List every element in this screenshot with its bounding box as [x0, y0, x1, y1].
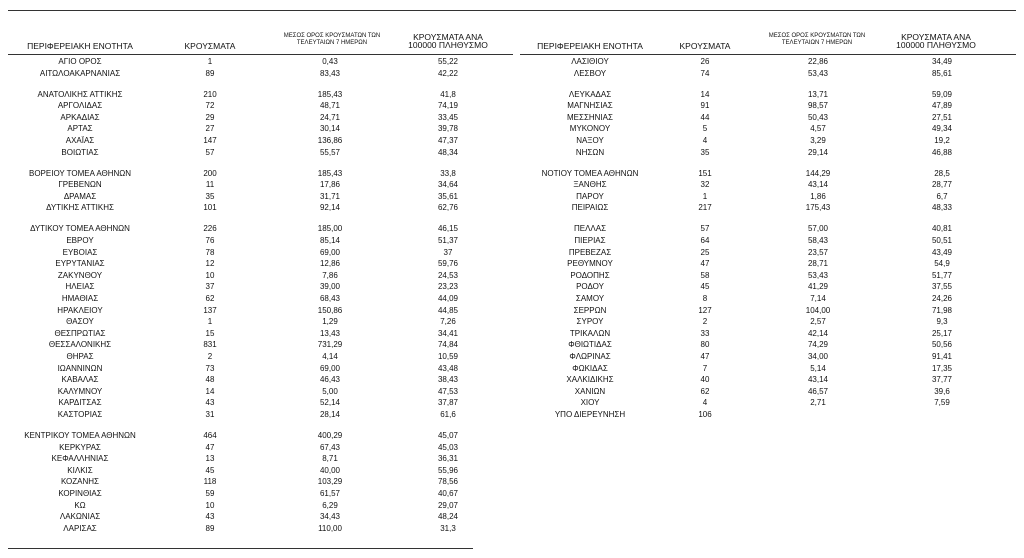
cases-cell: 40: [700, 375, 710, 385]
header-region-right: ΠΕΡΙΦΕΡΕΙΑΚΗ ΕΝΟΤΗΤΑ: [537, 41, 643, 51]
header-cases-left: ΚΡΟΥΣΜΑΤΑ: [184, 41, 236, 51]
cases-cell: 2: [207, 352, 213, 361]
table-bottom-rule: [8, 548, 473, 549]
avg7-cell: 104,00: [805, 305, 831, 315]
avg7-cell: 4,57: [810, 124, 826, 134]
region-cell: ΖΑΚΥΝΘΟΥ: [57, 270, 103, 280]
avg7-cell: 1,29: [322, 317, 338, 327]
cases-cell: 89: [205, 523, 215, 533]
region-cell: ΑΡΓΟΛΙΔΑΣ: [57, 101, 103, 111]
cases-cell: 14: [205, 386, 215, 396]
cases-cell: 12: [205, 259, 215, 269]
per100k-cell: 45,07: [437, 431, 459, 440]
region-cell: ΘΑΣΟΥ: [66, 317, 94, 327]
region-cell: ΚΕΦΑΛΛΗΝΙΑΣ: [51, 454, 109, 464]
per100k-cell: 34,49: [931, 57, 953, 66]
cases-cell: 118: [203, 477, 217, 487]
per100k-cell: 24,53: [437, 270, 459, 280]
cases-cell: 33: [700, 328, 710, 338]
avg7-cell: 43,14: [807, 180, 829, 190]
avg7-cell: 2,57: [810, 317, 826, 327]
avg7-cell: 731,29: [317, 340, 343, 350]
avg7-cell: 185,43: [317, 168, 343, 178]
cases-cell: 10: [205, 500, 215, 510]
avg7-cell: 30,14: [319, 124, 341, 134]
per100k-cell: 19,2: [934, 136, 950, 145]
per100k-cell: 59,76: [437, 259, 459, 269]
cases-cell: 45: [700, 282, 710, 292]
avg7-cell: 4,14: [322, 352, 338, 361]
region-cell: ΚΙΛΚΙΣ: [67, 465, 93, 475]
per100k-cell: 44,09: [437, 294, 459, 303]
per100k-cell: 54,9: [934, 259, 950, 269]
region-cell: ΝΑΞΟΥ: [576, 136, 604, 145]
region-cell: ΑΡΚΑΔΙΑΣ: [60, 112, 100, 122]
region-cell: ΧΑΝΙΩΝ: [574, 386, 606, 396]
per100k-cell: 48,33: [931, 203, 953, 213]
cases-cell: 13: [205, 454, 215, 464]
per100k-cell: 51,37: [437, 236, 459, 245]
region-cell: ΥΠΟ ΔΙΕΡΕΥΝΗΣΗ: [554, 410, 626, 419]
cases-cell: 78: [205, 247, 215, 257]
per100k-cell: 85,61: [931, 68, 953, 78]
region-cell: ΛΑΚΩΝΙΑΣ: [59, 512, 101, 522]
avg7-cell: 61,57: [319, 489, 341, 498]
region-cell: ΑΧΑΪΑΣ: [65, 136, 95, 145]
per100k-cell: 31,3: [440, 523, 456, 533]
header-rule-left: [8, 54, 513, 55]
avg7-cell: 7,14: [810, 294, 826, 303]
cases-cell: 210: [203, 89, 217, 99]
per100k-cell: 78,56: [437, 477, 459, 487]
avg7-cell: 28,14: [319, 410, 341, 419]
per100k-cell: 46,15: [437, 224, 459, 234]
per100k-cell: 25,17: [931, 328, 953, 338]
cases-cell: 35: [700, 147, 710, 157]
cases-cell: 10: [205, 270, 215, 280]
per100k-cell: 38,43: [437, 375, 459, 385]
cases-cell: 127: [698, 305, 712, 315]
avg7-cell: 110,00: [318, 523, 342, 533]
region-cell: ΚΑΡΔΙΤΣΑΣ: [58, 398, 102, 408]
region-cell: ΦΛΩΡΙΝΑΣ: [569, 352, 611, 361]
avg7-cell: 8,71: [322, 454, 338, 464]
avg7-cell: 12,86: [319, 259, 341, 269]
avg7-cell: 185,43: [317, 89, 343, 99]
cases-cell: 7: [702, 363, 708, 373]
avg7-cell: 5,00: [322, 386, 338, 396]
per100k-cell: 39,78: [437, 124, 459, 134]
avg7-cell: 48,71: [319, 101, 341, 111]
cases-cell: 73: [205, 363, 215, 373]
region-cell: ΒΟΡΕΙΟΥ ΤΟΜΕΑ ΑΘΗΝΩΝ: [28, 168, 132, 178]
region-cell: ΣΥΡΟΥ: [576, 317, 604, 327]
cases-cell: 831: [203, 340, 217, 350]
per100k-cell: 36,31: [437, 454, 459, 464]
per100k-cell: 37,87: [437, 398, 459, 408]
per100k-cell: 46,88: [931, 147, 953, 157]
region-cell: ΔΥΤΙΚΗΣ ΑΤΤΙΚΗΣ: [46, 203, 114, 213]
avg7-cell: 52,14: [319, 398, 341, 408]
avg7-cell: 103,29: [317, 477, 343, 487]
cases-cell: 58: [700, 270, 710, 280]
avg7-cell: 41,29: [807, 282, 829, 292]
avg7-cell: 46,57: [807, 386, 829, 396]
cases-cell: 43: [205, 398, 215, 408]
region-cell: ΗΡΑΚΛΕΙΟΥ: [57, 305, 103, 315]
region-cell: ΗΛΕΙΑΣ: [65, 282, 95, 292]
per100k-cell: 37,77: [931, 375, 953, 385]
cases-cell: 14: [700, 89, 710, 99]
per100k-cell: 23,23: [437, 282, 459, 292]
cases-cell: 15: [205, 328, 215, 338]
avg7-cell: 28,71: [807, 259, 829, 269]
per100k-cell: 74,19: [437, 101, 459, 111]
header-rule-right: [520, 54, 1016, 55]
region-cell: ΡΟΔΟΥ: [576, 282, 604, 292]
avg7-cell: 31,71: [319, 191, 341, 201]
cases-cell: 464: [203, 431, 217, 440]
cases-cell: 2: [702, 317, 708, 327]
cases-cell: 226: [203, 224, 217, 234]
region-cell: ΠΕΛΛΑΣ: [573, 224, 607, 234]
per100k-cell: 47,53: [437, 386, 459, 396]
region-cell: ΧΑΛΚΙΔΙΚΗΣ: [566, 375, 614, 385]
per100k-cell: 48,34: [437, 147, 459, 157]
region-cell: ΘΗΡΑΣ: [66, 352, 94, 361]
cases-cell: 76: [205, 236, 215, 245]
avg7-cell: 17,86: [319, 180, 341, 190]
cases-cell: 27: [205, 124, 215, 134]
avg7-cell: 85,14: [319, 236, 341, 245]
avg7-cell: 144,29: [805, 168, 831, 178]
region-cell: ΦΘΙΩΤΙΔΑΣ: [568, 340, 612, 350]
cases-cell: 4: [702, 136, 708, 145]
per100k-cell: 40,81: [931, 224, 953, 234]
per100k-cell: 37: [443, 247, 453, 257]
per100k-cell: 50,56: [931, 340, 953, 350]
avg7-cell: 5,14: [810, 363, 826, 373]
per100k-cell: 45,03: [437, 442, 459, 452]
avg7-cell: 58,43: [807, 236, 829, 245]
cases-cell: 72: [205, 101, 215, 111]
avg7-cell: 185,00: [317, 224, 343, 234]
header-per100k-right: ΚΡΟΥΣΜΑΤΑ ΑΝΑ 100000 ΠΛΗΘΥΣΜΟ: [896, 32, 976, 50]
region-cell: ΧΙΟΥ: [580, 398, 600, 408]
region-cell: ΝΗΣΩΝ: [575, 147, 605, 157]
per100k-cell: 39,6: [934, 386, 950, 396]
region-cell: ΙΩΑΝΝΙΝΩΝ: [57, 363, 103, 373]
region-cell: ΕΥΡΥΤΑΝΙΑΣ: [55, 259, 105, 269]
cases-cell: 74: [700, 68, 710, 78]
region-cell: ΗΜΑΘΙΑΣ: [61, 294, 99, 303]
avg7-cell: 2,71: [810, 398, 826, 408]
region-cell: ΔΡΑΜΑΣ: [63, 191, 97, 201]
avg7-cell: 42,14: [807, 328, 829, 338]
cases-cell: 48: [205, 375, 215, 385]
region-cell: ΠΡΕΒΕΖΑΣ: [568, 247, 612, 257]
per100k-cell: 51,77: [931, 270, 953, 280]
per100k-cell: 47,89: [931, 101, 953, 111]
header-region-left: ΠΕΡΙΦΕΡΕΙΑΚΗ ΕΝΟΤΗΤΑ: [27, 41, 133, 51]
per100k-cell: 61,6: [440, 410, 456, 419]
region-cell: ΓΡΕΒΕΝΩΝ: [58, 180, 102, 190]
avg7-cell: 34,00: [807, 352, 829, 361]
region-cell: ΠΕΙΡΑΙΩΣ: [571, 203, 609, 213]
avg7-cell: 67,43: [319, 442, 341, 452]
avg7-cell: 53,43: [807, 68, 829, 78]
per100k-cell: 47,37: [437, 136, 459, 145]
avg7-cell: 0,43: [322, 57, 338, 66]
region-cell: ΚΕΝΤΡΙΚΟΥ ΤΟΜΕΑ ΑΘΗΝΩΝ: [24, 431, 136, 440]
region-cell: ΑΙΤΩΛΟΑΚΑΡΝΑΝΙΑΣ: [39, 68, 121, 78]
cases-cell: 11: [205, 180, 215, 190]
per100k-cell: 43,49: [931, 247, 953, 257]
per100k-cell: 34,64: [437, 180, 459, 190]
cases-cell: 91: [700, 101, 710, 111]
per100k-cell: 41,8: [440, 89, 456, 99]
cases-cell: 37: [205, 282, 215, 292]
region-cell: ΤΡΙΚΑΛΩΝ: [569, 328, 611, 338]
cases-cell: 62: [700, 386, 710, 396]
avg7-cell: 69,00: [319, 247, 341, 257]
per100k-cell: 10,59: [437, 352, 459, 361]
region-cell: ΒΟΙΩΤΙΑΣ: [61, 147, 99, 157]
per100k-cell: 7,59: [934, 398, 950, 408]
avg7-cell: 39,00: [319, 282, 341, 292]
avg7-cell: 98,57: [807, 101, 829, 111]
avg7-cell: 53,43: [807, 270, 829, 280]
region-cell: ΚΩ: [74, 500, 86, 510]
region-cell: ΘΕΣΣΑΛΟΝΙΚΗΣ: [48, 340, 112, 350]
per100k-cell: 28,5: [934, 168, 950, 178]
region-cell: ΚΑΛΥΜΝΟΥ: [57, 386, 103, 396]
region-cell: ΦΩΚΙΔΑΣ: [572, 363, 608, 373]
cases-cell: 59: [205, 489, 215, 498]
per100k-cell: 34,41: [437, 328, 459, 338]
cases-cell: 101: [203, 203, 217, 213]
avg7-cell: 83,43: [319, 68, 341, 78]
cases-cell: 57: [700, 224, 710, 234]
per100k-cell: 62,76: [437, 203, 459, 213]
avg7-cell: 69,00: [319, 363, 341, 373]
region-cell: ΕΒΡΟΥ: [66, 236, 94, 245]
avg7-cell: 50,43: [807, 112, 829, 122]
cases-cell: 4: [702, 398, 708, 408]
avg7-cell: 400,29: [317, 431, 343, 440]
region-cell: ΡΕΘΥΜΝΟΥ: [567, 259, 613, 269]
per100k-cell: 28,77: [931, 180, 953, 190]
region-cell: ΚΑΣΤΟΡΙΑΣ: [57, 410, 103, 419]
avg7-cell: 136,86: [317, 136, 343, 145]
per100k-cell: 24,26: [931, 294, 953, 303]
region-cell: ΞΑΝΘΗΣ: [573, 180, 607, 190]
per100k-cell: 49,34: [931, 124, 953, 134]
cases-cell: 5: [702, 124, 708, 134]
cases-cell: 1: [702, 191, 708, 201]
cases-cell: 47: [700, 259, 710, 269]
cases-cell: 64: [700, 236, 710, 245]
cases-cell: 35: [205, 191, 215, 201]
region-cell: ΛΑΡΙΣΑΣ: [63, 523, 97, 533]
cases-cell: 25: [700, 247, 710, 257]
region-cell: ΠΙΕΡΙΑΣ: [574, 236, 606, 245]
header-cases-right: ΚΡΟΥΣΜΑΤΑ: [679, 41, 731, 51]
cases-cell: 200: [203, 168, 217, 178]
region-cell: ΣΕΡΡΩΝ: [573, 305, 607, 315]
per100k-cell: 40,67: [437, 489, 459, 498]
per100k-cell: 33,45: [437, 112, 459, 122]
cases-cell: 80: [700, 340, 710, 350]
cases-cell: 26: [700, 57, 710, 66]
per100k-cell: 27,51: [931, 112, 953, 122]
per100k-cell: 91,41: [931, 352, 953, 361]
cases-cell: 1: [207, 57, 213, 66]
per100k-cell: 74,84: [437, 340, 459, 350]
cases-cell: 43: [205, 512, 215, 522]
per100k-cell: 6,7: [936, 191, 948, 201]
avg7-cell: 68,43: [319, 294, 341, 303]
cases-cell: 147: [203, 136, 217, 145]
region-cell: ΑΝΑΤΟΛΙΚΗΣ ΑΤΤΙΚΗΣ: [37, 89, 123, 99]
per100k-cell: 37,55: [931, 282, 953, 292]
cases-cell: 47: [700, 352, 710, 361]
avg7-cell: 7,86: [322, 270, 338, 280]
region-cell: ΛΑΣΙΘΙΟΥ: [571, 57, 609, 66]
region-cell: ΜΑΓΝΗΣΙΑΣ: [567, 101, 613, 111]
avg7-cell: 3,29: [810, 136, 826, 145]
avg7-cell: 55,57: [319, 147, 341, 157]
avg7-cell: 6,29: [322, 500, 338, 510]
avg7-cell: 43,14: [807, 375, 829, 385]
cases-cell: 44: [700, 112, 710, 122]
per100k-cell: 59,09: [931, 89, 953, 99]
cases-cell: 217: [698, 203, 712, 213]
region-cell: ΣΑΜΟΥ: [575, 294, 605, 303]
header-per100k-left: ΚΡΟΥΣΜΑΤΑ ΑΝΑ 100000 ΠΛΗΘΥΣΜΟ: [408, 32, 488, 50]
per100k-cell: 35,61: [437, 191, 459, 201]
region-cell: ΚΟΡΙΝΘΙΑΣ: [58, 489, 102, 498]
cases-cell: 29: [205, 112, 215, 122]
region-cell: ΚΑΒΑΛΑΣ: [61, 375, 99, 385]
cases-cell: 32: [700, 180, 710, 190]
region-cell: ΑΡΤΑΣ: [67, 124, 93, 134]
avg7-cell: 74,29: [807, 340, 829, 350]
region-cell: ΛΕΥΚΑΔΑΣ: [568, 89, 612, 99]
cases-cell: 106: [698, 410, 712, 419]
avg7-cell: 13,43: [319, 328, 341, 338]
region-cell: ΔΥΤΙΚΟΥ ΤΟΜΕΑ ΑΘΗΝΩΝ: [30, 224, 130, 234]
avg7-cell: 40,00: [319, 465, 341, 475]
avg7-cell: 57,00: [807, 224, 829, 234]
per100k-cell: 29,07: [437, 500, 459, 510]
avg7-cell: 92,14: [319, 203, 341, 213]
table-top-rule: [8, 10, 1016, 11]
region-cell: ΡΟΔΟΠΗΣ: [570, 270, 610, 280]
cases-cell: 151: [698, 168, 712, 178]
region-cell: ΕΥΒΟΙΑΣ: [62, 247, 98, 257]
region-cell: ΘΕΣΠΡΩΤΙΑΣ: [54, 328, 106, 338]
avg7-cell: 1,86: [810, 191, 826, 201]
per100k-cell: 50,51: [931, 236, 953, 245]
region-cell: ΠΑΡΟΥ: [576, 191, 604, 201]
cases-cell: 47: [205, 442, 215, 452]
region-cell: ΜΕΣΣΗΝΙΑΣ: [567, 112, 613, 122]
avg7-cell: 175,43: [805, 203, 831, 213]
cases-cell: 57: [205, 147, 215, 157]
avg7-cell: 24,71: [319, 112, 341, 122]
cases-cell: 137: [203, 305, 217, 315]
per100k-cell: 9,3: [936, 317, 948, 327]
per100k-cell: 71,98: [931, 305, 953, 315]
header-avg7-right: ΜΕΣΟΣ ΟΡΟΣ ΚΡΟΥΣΜΑΤΩΝ ΤΩΝ ΤΕΛΕΥΤΑΙΩΝ 7 ΗΜΕΡΩΝ: [768, 33, 866, 46]
header-avg7-left: ΜΕΣΟΣ ΟΡΟΣ ΚΡΟΥΣΜΑΤΩΝ ΤΩΝ ΤΕΛΕΥΤΑΙΩΝ 7 ΗΜΕΡΩΝ: [283, 33, 381, 46]
per100k-cell: 17,35: [931, 363, 953, 373]
region-cell: ΜΥΚΟΝΟΥ: [569, 124, 611, 134]
cases-cell: 62: [205, 294, 215, 303]
per100k-cell: 48,24: [437, 512, 459, 522]
region-cell: ΝΟΤΙΟΥ ΤΟΜΕΑ ΑΘΗΝΩΝ: [541, 168, 639, 178]
avg7-cell: 150,86: [317, 305, 343, 315]
per100k-cell: 55,96: [437, 465, 459, 475]
region-cell: ΚΟΖΑΝΗΣ: [60, 477, 100, 487]
per100k-cell: 42,22: [437, 68, 459, 78]
per100k-cell: 33,8: [440, 168, 456, 178]
cases-cell: 8: [702, 294, 708, 303]
avg7-cell: 22,86: [807, 57, 829, 66]
region-cell: ΑΓΙΟ ΟΡΟΣ: [58, 57, 102, 66]
avg7-cell: 34,43: [319, 512, 341, 522]
avg7-cell: 46,43: [319, 375, 341, 385]
region-cell: ΚΕΡΚΥΡΑΣ: [59, 442, 101, 452]
avg7-cell: 13,71: [807, 89, 829, 99]
per100k-cell: 55,22: [437, 57, 459, 66]
cases-cell: 89: [205, 68, 215, 78]
avg7-cell: 23,57: [807, 247, 829, 257]
per100k-cell: 7,26: [440, 317, 456, 327]
cases-cell: 31: [205, 410, 215, 419]
cases-cell: 45: [205, 465, 215, 475]
per100k-cell: 44,85: [437, 305, 459, 315]
cases-cell: 1: [207, 317, 213, 327]
region-cell: ΛΕΣΒΟΥ: [573, 68, 607, 78]
per100k-cell: 43,48: [437, 363, 459, 373]
avg7-cell: 29,14: [807, 147, 829, 157]
